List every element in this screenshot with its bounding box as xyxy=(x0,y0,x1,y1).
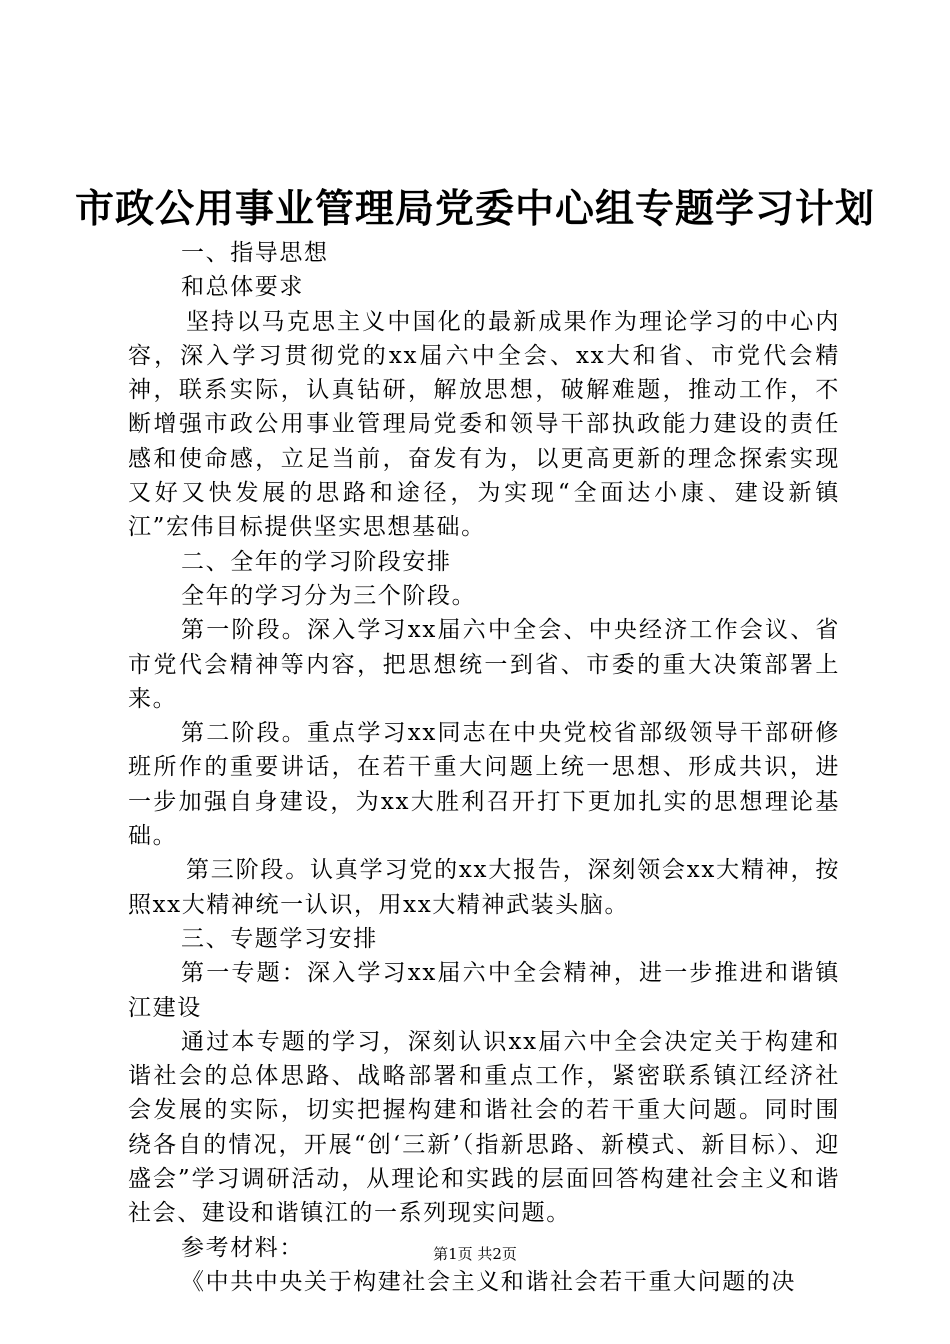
document-body xyxy=(128,236,840,1299)
body-paragraph: 坚持以马克思主义中国化的最新成果作为理论学习的中心内容，深入学习贯彻党的xx届六中全会、xx大和省、市党代会精神，联系实际，认真钻研，解放思想，破解难题，推动工作，不断增强市政公用事业管理局党委和领导干部执政能力建设的责任感和使命感，立足当前，奋发有为，以更高更新的理念探索实现又好又快发展的思路和途径，为实现“全面达小康、建设新镇江”宏伟目标提供坚实思想基础。 xyxy=(128,308,840,541)
document-title: 市政公用事业管理局党委中心组专题学习计划 xyxy=(74,186,875,232)
topic-heading: 第一专题：深入学习xx届六中全会精神，进一步推进和谐镇江建设 xyxy=(128,960,840,1021)
section-heading: 二、全年的学习阶段安排 xyxy=(181,548,452,575)
reference-label: 参考材料： xyxy=(181,1234,304,1261)
reference-item: 《中共中央关于构建社会主义和谐社会若干重大问题的决 xyxy=(181,1268,796,1295)
section-heading: 三、专题学习安排 xyxy=(181,925,378,952)
body-paragraph: 通过本专题的学习，深刻认识xx届六中全会决定关于构建和谐社会的总体思路、战略部署和重点工作，紧密联系镇江经济社会发展的实际，切实把握构建和谐社会的若干重大问题。同时围绕各自的情况，开展“创‘三新’（指新思路、新模式、新目标）、迎盛会”学习调研活动，从理论和实践的层面回答构建社会主义和谐社会、建设和谐镇江的一系列现实问题。 xyxy=(128,1028,840,1227)
body-paragraph: 全年的学习分为三个阶段。 xyxy=(181,582,477,609)
body-paragraph: 第一阶段。深入学习xx届六中全会、中央经济工作会议、省市党代会精神等内容，把思想统一到省、市委的重大决策部署上来。 xyxy=(128,617,840,712)
body-paragraph: 第二阶段。重点学习xx同志在中央党校省部级领导干部研修班所作的重要讲话，在若干重大问题上统一思想、形成共识，进一步加强自身建设，为xx大胜利召开打下更加扎实的思想理论基础。 xyxy=(128,720,840,850)
section-heading: 一、指导思想 xyxy=(181,240,329,266)
page-footer: 第1页 共2页 xyxy=(433,1245,517,1263)
section-heading-continued: 和总体要求 xyxy=(181,274,304,301)
body-paragraph: 第三阶段。认真学习党的xx大报告，深刻领会xx大精神，按照xx大精神统一认识，用xx大精神武装头脑。 xyxy=(128,857,840,918)
